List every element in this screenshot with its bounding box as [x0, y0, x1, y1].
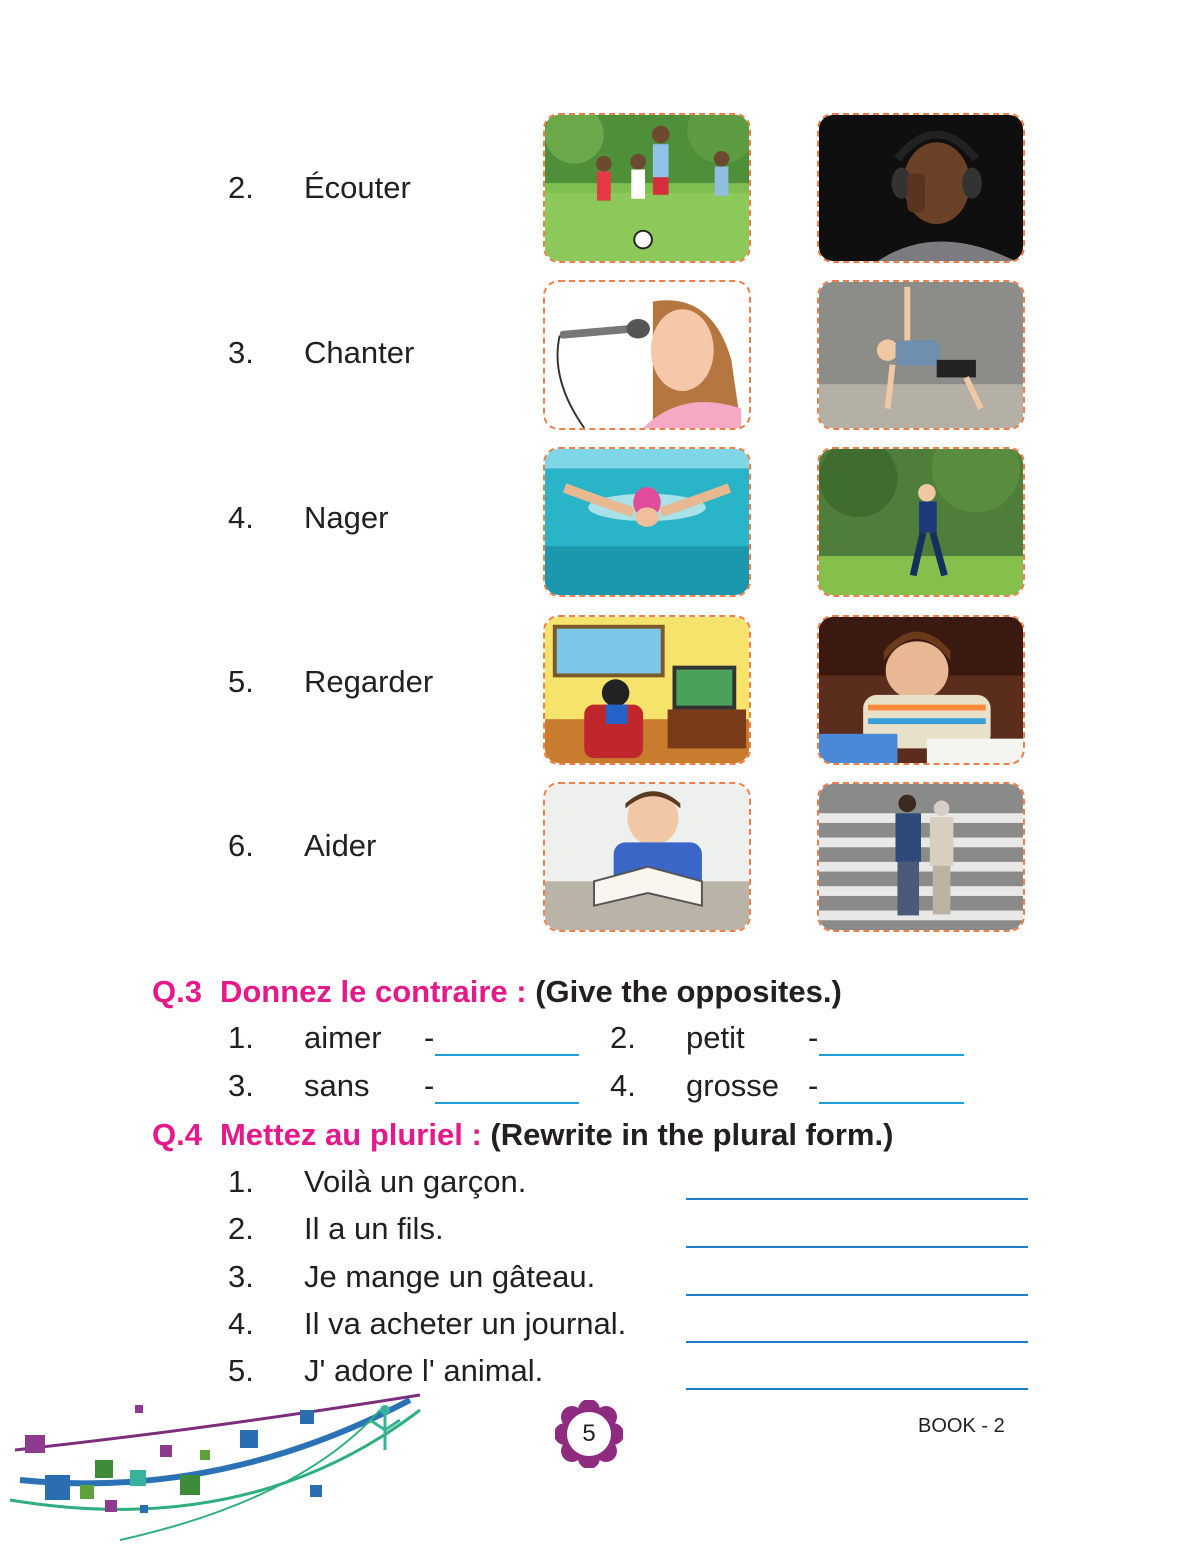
q4-title-en: (Rewrite in the plural form.) — [490, 1117, 894, 1152]
verb-label: Aider — [304, 828, 377, 863]
q4-title-fr: Mettez au pluriel : — [219, 1117, 482, 1152]
image-girl-singing[interactable] — [543, 280, 751, 430]
verb-label: Regarder — [304, 664, 434, 699]
q4-item-number: 1. — [228, 1164, 254, 1199]
q4-item-number: 4. — [228, 1306, 254, 1341]
answer-line[interactable] — [686, 1246, 1028, 1248]
q3-number: Q.3 — [152, 974, 202, 1009]
image-helping-elderly-cross-street[interactable] — [817, 782, 1025, 932]
q3-item-word: petit — [686, 1020, 745, 1055]
verb-label: Nager — [304, 500, 389, 535]
q3-item-number: 4. — [610, 1068, 636, 1103]
row-number: 2. — [228, 170, 254, 205]
q4-item-text: Voilà un garçon. — [304, 1164, 527, 1199]
answer-line[interactable] — [686, 1341, 1028, 1343]
q3-item-dash: - — [424, 1068, 435, 1103]
answer-blank[interactable] — [819, 1054, 964, 1056]
q3-title-fr: Donnez le contraire : — [219, 974, 527, 1009]
image-boy-dancing[interactable] — [817, 280, 1025, 430]
q3-item-dash: - — [808, 1068, 819, 1103]
q3-item-word: grosse — [686, 1068, 780, 1103]
q4-item-number: 5. — [228, 1353, 254, 1388]
answer-line[interactable] — [686, 1294, 1028, 1296]
q3-item-dash: - — [808, 1020, 819, 1055]
image-boy-watching-tv[interactable] — [543, 615, 751, 765]
answer-blank[interactable] — [435, 1054, 579, 1056]
row-number: 4. — [228, 500, 254, 535]
q4-item-number: 3. — [228, 1259, 254, 1294]
q4-item-number: 2. — [228, 1211, 254, 1246]
q3-item-number: 3. — [228, 1068, 254, 1103]
q3-heading — [152, 974, 842, 1010]
image-swimmer[interactable] — [543, 447, 751, 597]
q3-item-number: 2. — [610, 1020, 636, 1055]
row-number: 3. — [228, 335, 254, 370]
book-label: BOOK - 2 — [918, 1415, 1005, 1437]
image-boy-studying[interactable] — [817, 615, 1025, 765]
answer-line[interactable] — [686, 1198, 1028, 1200]
image-boy-reading-book[interactable] — [543, 782, 751, 932]
image-boy-walking-park[interactable] — [817, 447, 1025, 597]
q3-item-word: aimer — [304, 1020, 382, 1055]
image-man-listening-headphones[interactable] — [817, 113, 1025, 263]
image-children-playing-football[interactable] — [543, 113, 751, 263]
verb-label: Écouter — [304, 170, 411, 205]
answer-blank[interactable] — [435, 1102, 579, 1104]
q3-item-number: 1. — [228, 1020, 254, 1055]
row-number: 5. — [228, 664, 254, 699]
q4-item-text: J' adore l' animal. — [304, 1353, 544, 1388]
q3-title-en: (Give the opposites.) — [535, 974, 842, 1009]
page-number: 5 — [582, 1420, 596, 1447]
answer-blank[interactable] — [819, 1102, 964, 1104]
decorative-swoosh-graphic — [0, 1390, 440, 1563]
q3-item-dash: - — [424, 1020, 435, 1055]
q4-number: Q.4 — [152, 1117, 202, 1152]
row-number: 6. — [228, 828, 254, 863]
q4-item-text: Je mange un gâteau. — [304, 1259, 596, 1294]
answer-line[interactable] — [686, 1388, 1028, 1390]
q4-heading — [152, 1117, 893, 1153]
page-number-badge — [555, 1400, 623, 1468]
q4-item-text: Il va acheter un journal. — [304, 1306, 627, 1341]
q4-item-text: Il a un fils. — [304, 1211, 444, 1246]
verb-label: Chanter — [304, 335, 415, 370]
q3-item-word: sans — [304, 1068, 370, 1103]
